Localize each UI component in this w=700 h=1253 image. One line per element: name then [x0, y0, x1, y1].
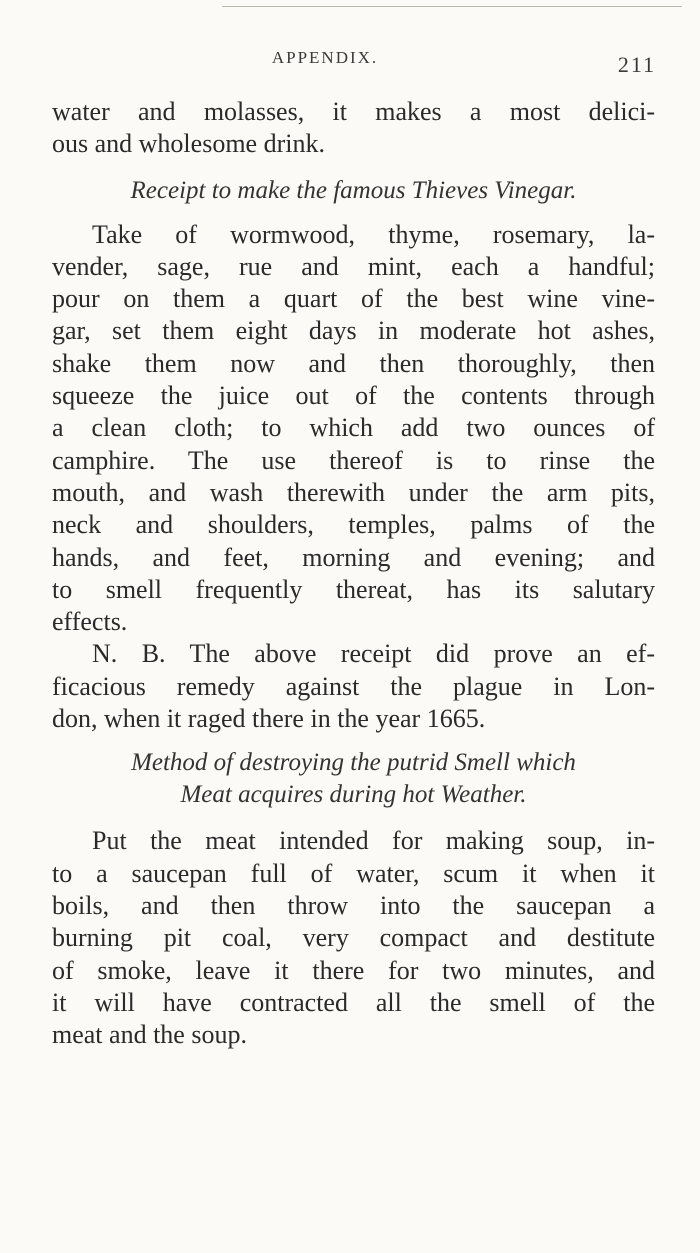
text-line: camphire. The use thereof is to rinse the — [52, 445, 655, 475]
text-line: a clean cloth; to which add two ounces of — [52, 413, 655, 443]
text-line: water and molasses, it makes a most delici- — [52, 97, 655, 126]
thieves-vinegar-paragraph — [52, 219, 655, 639]
text-line: mouth, and wash therewith under the arm pits, — [52, 477, 655, 507]
page-number: 211 — [617, 52, 656, 77]
text-line: of smoke, leave it there for two minutes, and — [52, 955, 655, 985]
recipe-heading-thieves-vinegar: Receipt to make the famous Thieves Vinegar. — [130, 176, 577, 204]
text-line: squeeze the juice out of the contents through — [52, 381, 655, 411]
heading-line: Meat acquires during hot Weather. — [180, 781, 527, 809]
page-edge-line — [222, 6, 682, 13]
text-line: N. B. The above receipt did prove an ef- — [92, 639, 655, 669]
recipe-heading-putrid-smell — [52, 747, 655, 811]
intro-paragraph — [52, 96, 655, 161]
page-header — [0, 48, 700, 82]
text-line: don, when it raged there in the year 1665. — [52, 704, 486, 734]
text-line: Put the meat intended for making soup, in- — [92, 826, 655, 856]
text-line: to smell frequently thereat, has its salutary — [52, 574, 655, 604]
page-body — [52, 96, 655, 1051]
text-line: pour on them a quart of the best wine vine- — [52, 284, 655, 314]
text-line: effects. — [52, 607, 128, 637]
heading-line: Method of destroying the putrid Smell which — [131, 749, 576, 777]
running-head: APPENDIX. — [271, 48, 379, 67]
text-line: boils, and then throw into the saucepan a — [52, 890, 655, 920]
text-line: burning pit coal, very compact and destitute — [52, 923, 655, 953]
text-line: ficacious remedy against the plague in Lon- — [52, 671, 655, 701]
text-line: hands, and feet, morning and evening; and — [52, 542, 655, 572]
text-line: ous and wholesome drink. — [52, 129, 325, 159]
text-line: meat and the soup. — [52, 1020, 247, 1050]
text-line: neck and shoulders, temples, palms of the — [52, 510, 655, 540]
text-line: gar, set them eight days in moderate hot ashes, — [52, 316, 655, 346]
text-line: it will have contracted all the smell of the — [52, 987, 655, 1017]
putrid-smell-paragraph — [52, 825, 655, 1051]
text-line: vender, sage, rue and mint, each a handful; — [52, 251, 655, 281]
text-line: shake them now and then thoroughly, then — [52, 348, 655, 378]
nota-bene-paragraph — [52, 638, 655, 735]
text-line: Take of wormwood, thyme, rosemary, la- — [92, 219, 655, 249]
text-line: to a saucepan full of water, scum it when it — [52, 858, 655, 888]
